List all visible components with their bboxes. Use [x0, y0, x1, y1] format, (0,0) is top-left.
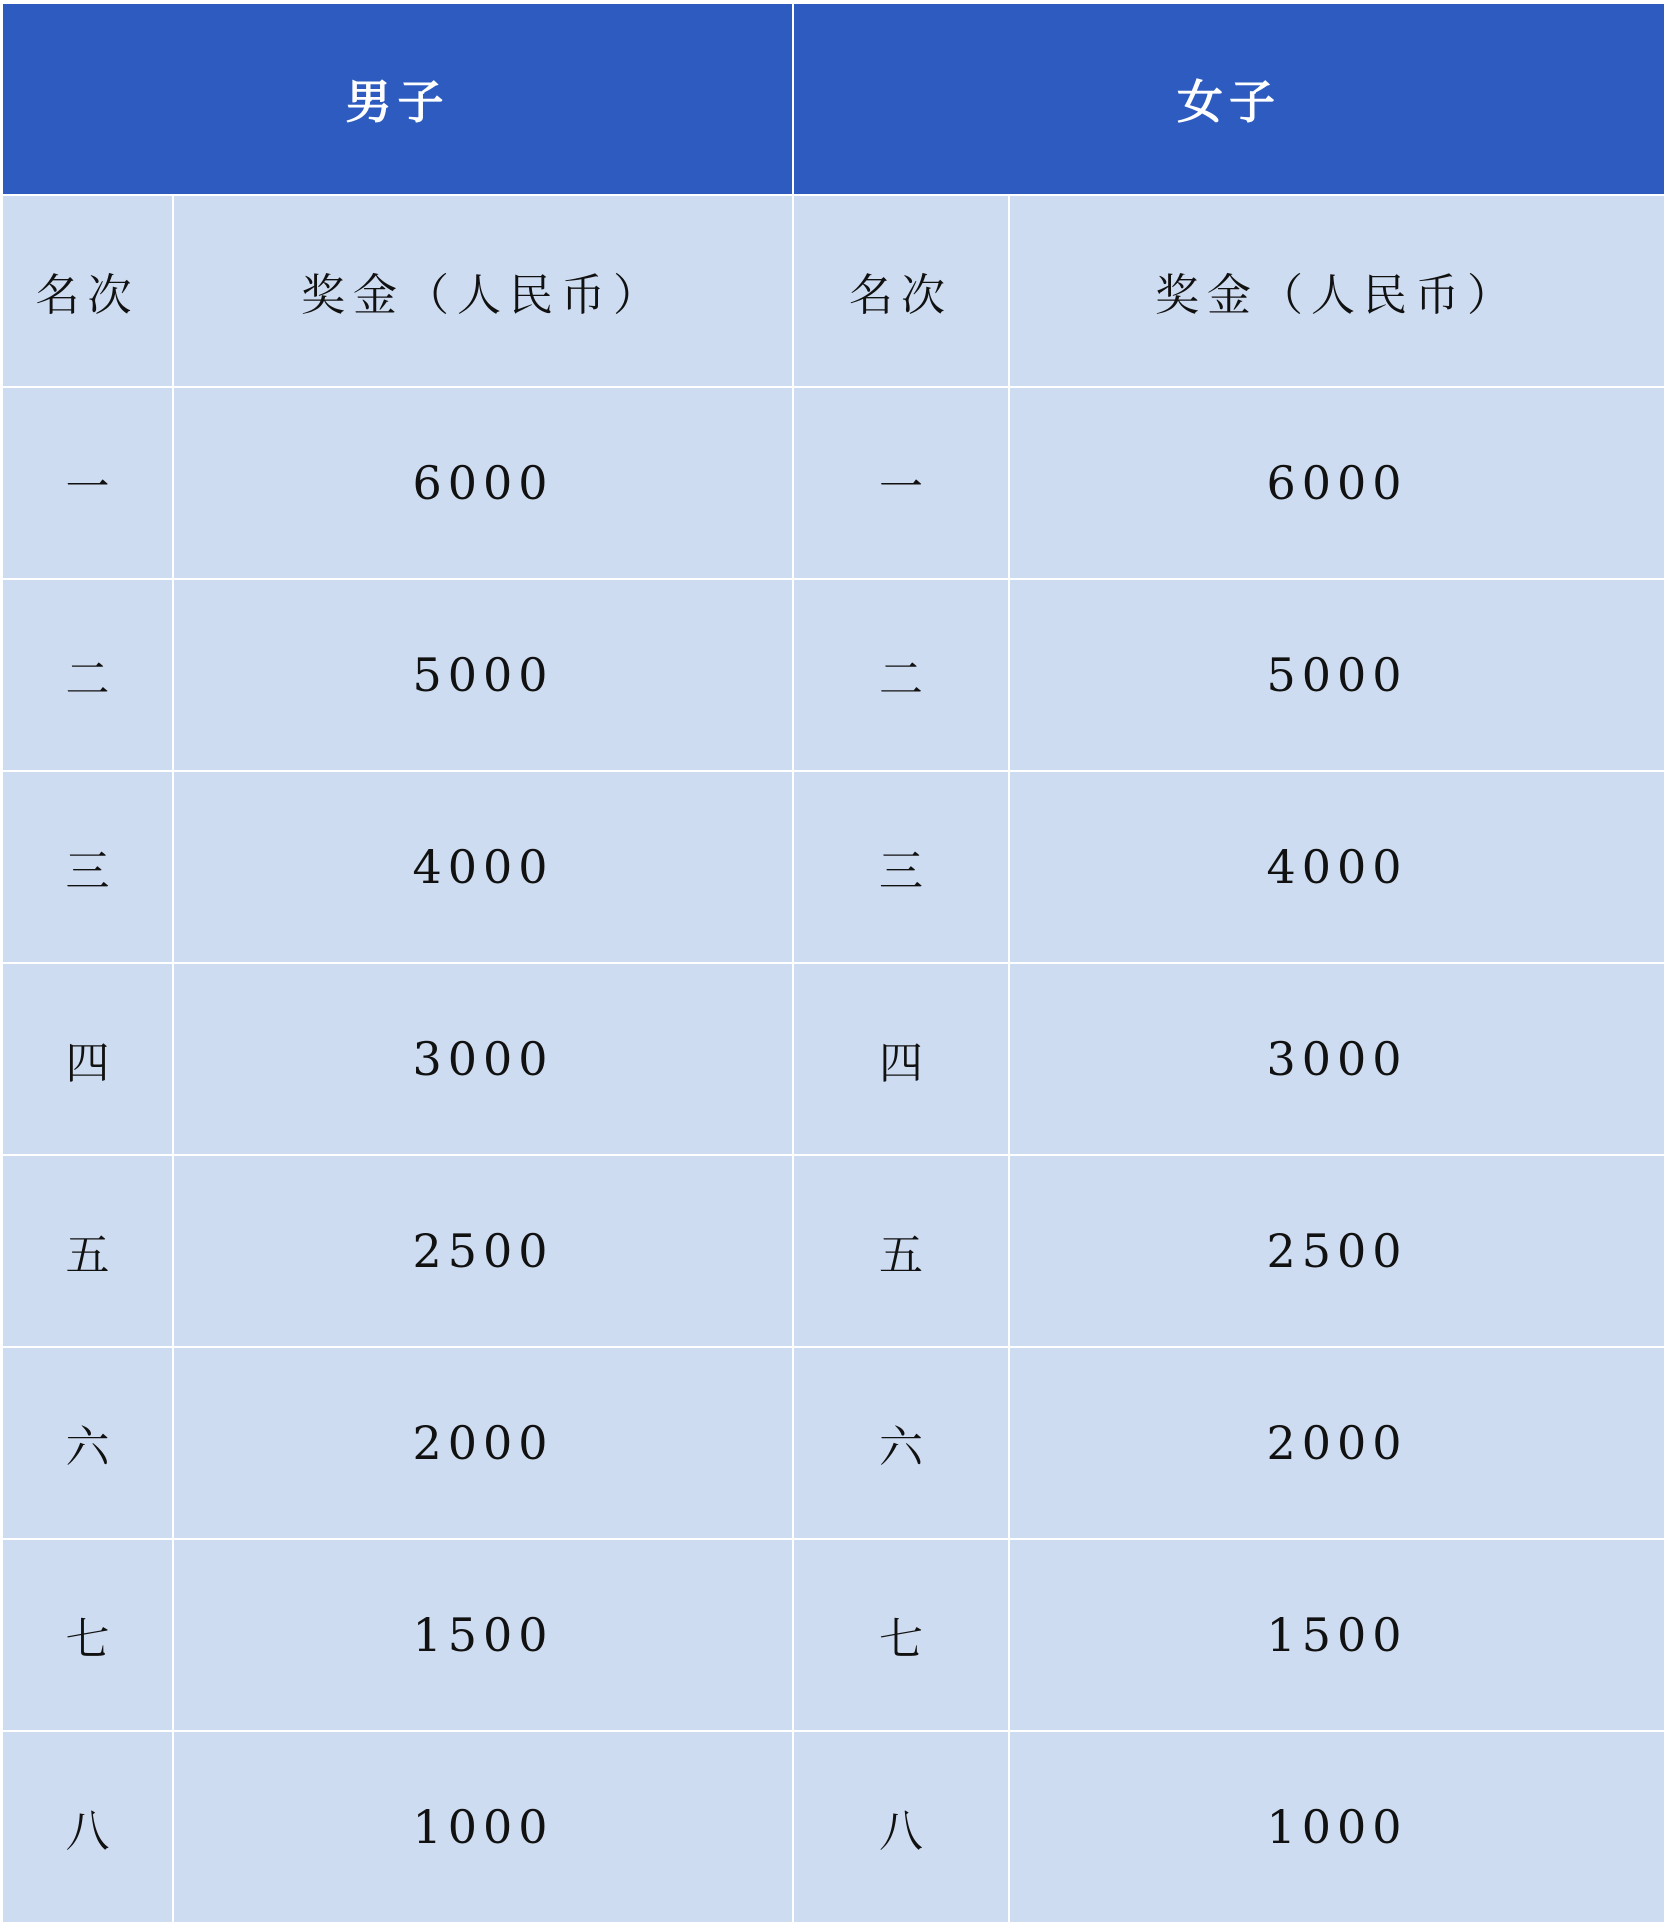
group-header-row — [2, 3, 1665, 195]
men-rank-cell: 五 — [2, 1155, 173, 1347]
column-header-row — [2, 195, 1665, 387]
prize-table — [1, 2, 1666, 1924]
table-row — [2, 579, 1665, 771]
women-prize-cell: 3000 — [1009, 963, 1665, 1155]
women-prize-cell: 4000 — [1009, 771, 1665, 963]
women-rank-cell: 一 — [793, 387, 1009, 579]
table-row — [2, 1347, 1665, 1539]
men-prize-cell: 2000 — [173, 1347, 793, 1539]
women-rank-cell: 二 — [793, 579, 1009, 771]
men-prize-cell: 1000 — [173, 1731, 793, 1923]
table-row — [2, 963, 1665, 1155]
table-row — [2, 1539, 1665, 1731]
men-group-header: 男子 — [2, 3, 793, 195]
women-rank-cell: 七 — [793, 1539, 1009, 1731]
men-rank-cell: 二 — [2, 579, 173, 771]
men-rank-cell: 八 — [2, 1731, 173, 1923]
women-prize-cell: 1500 — [1009, 1539, 1665, 1731]
men-prize-cell: 4000 — [173, 771, 793, 963]
women-rank-cell: 六 — [793, 1347, 1009, 1539]
women-group-header: 女子 — [793, 3, 1665, 195]
table-row — [2, 1155, 1665, 1347]
women-rank-cell: 八 — [793, 1731, 1009, 1923]
men-prize-cell: 6000 — [173, 387, 793, 579]
men-prize-cell: 5000 — [173, 579, 793, 771]
men-rank-cell: 四 — [2, 963, 173, 1155]
men-prize-cell: 3000 — [173, 963, 793, 1155]
women-rank-header: 名次 — [793, 195, 1009, 387]
women-prize-cell: 1000 — [1009, 1731, 1665, 1923]
women-rank-cell: 三 — [793, 771, 1009, 963]
men-prize-header: 奖金（人民币） — [173, 195, 793, 387]
men-rank-cell: 三 — [2, 771, 173, 963]
men-rank-cell: 六 — [2, 1347, 173, 1539]
women-rank-cell: 五 — [793, 1155, 1009, 1347]
women-prize-cell: 2000 — [1009, 1347, 1665, 1539]
women-prize-header: 奖金（人民币） — [1009, 195, 1665, 387]
table-row — [2, 771, 1665, 963]
men-rank-header: 名次 — [2, 195, 173, 387]
women-rank-cell: 四 — [793, 963, 1009, 1155]
women-prize-cell: 5000 — [1009, 579, 1665, 771]
table-row — [2, 387, 1665, 579]
table-row — [2, 1731, 1665, 1923]
women-prize-cell: 6000 — [1009, 387, 1665, 579]
men-rank-cell: 一 — [2, 387, 173, 579]
men-prize-cell: 1500 — [173, 1539, 793, 1731]
men-prize-cell: 2500 — [173, 1155, 793, 1347]
men-rank-cell: 七 — [2, 1539, 173, 1731]
women-prize-cell: 2500 — [1009, 1155, 1665, 1347]
